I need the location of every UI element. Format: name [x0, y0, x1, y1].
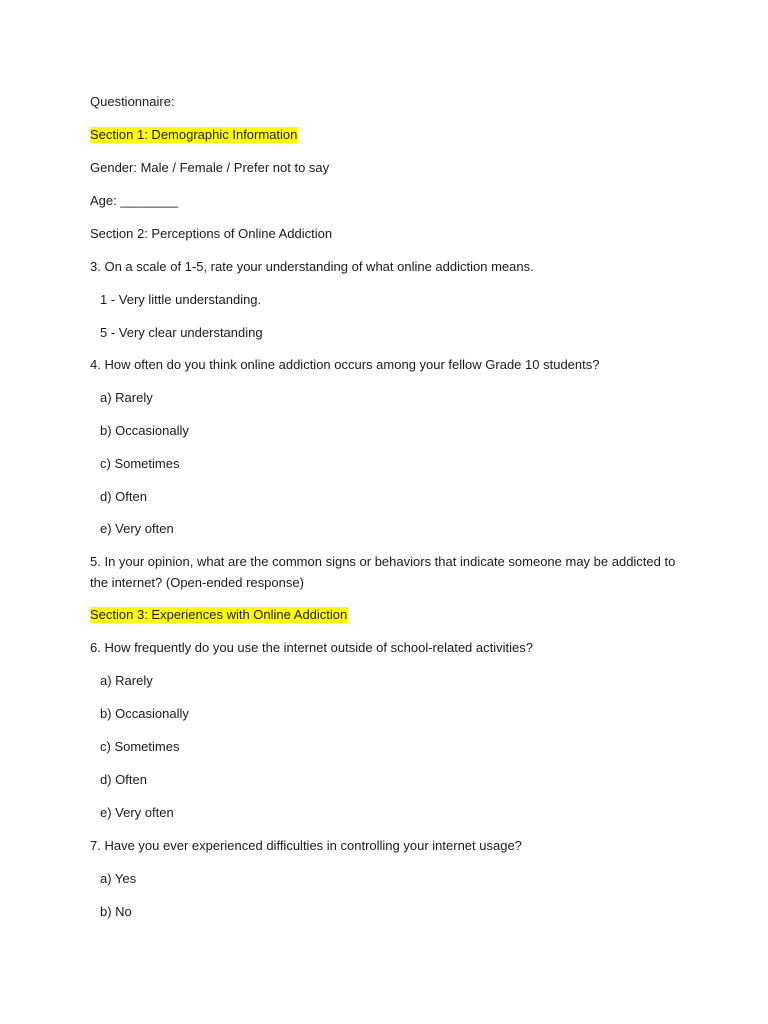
question-6-option: a) Rarely	[100, 673, 153, 688]
question-4-option: d) Often	[100, 489, 147, 504]
section-3-heading-text: Section 3: Experiences with Online Addiction	[90, 607, 348, 622]
question-6-option: c) Sometimes	[100, 739, 180, 754]
question-4: 4. How often do you think online addiction occurs among your fellow Grade 10 students?	[90, 357, 600, 372]
age-question: Age: ________	[90, 193, 179, 208]
question-7: 7. Have you ever experienced difficulties in controlling your internet usage?	[90, 838, 522, 853]
question-5: 5. In your opinion, what are the common signs or behaviors that indicate someone may be addicted to the internet? (Open-ended response)	[90, 554, 676, 590]
question-4-option: a) Rarely	[100, 390, 153, 405]
question-4-option: e) Very often	[100, 521, 174, 536]
section-1-heading-text: Section 1: Demographic Information	[90, 127, 298, 142]
section-1-heading	[90, 126, 298, 144]
section-2-heading: Section 2: Perceptions of Online Addiction	[90, 226, 333, 241]
question-3-option: 5 - Very clear understanding	[100, 325, 263, 340]
question-6: 6. How frequently do you use the internet outside of school-related activities?	[90, 640, 533, 655]
question-6-option: e) Very often	[100, 805, 174, 820]
question-3-option: 1 - Very little understanding.	[100, 292, 262, 307]
question-7-option: b) No	[100, 904, 132, 919]
section-3-heading	[90, 606, 348, 624]
question-4-option: c) Sometimes	[100, 456, 180, 471]
question-6-option: d) Often	[100, 772, 147, 787]
question-7-option: a) Yes	[100, 871, 137, 886]
question-4-option: b) Occasionally	[100, 423, 189, 438]
question-6-option: b) Occasionally	[100, 706, 189, 721]
gender-question: Gender: Male / Female / Prefer not to say	[90, 160, 330, 175]
document-title: Questionnaire:	[90, 94, 175, 109]
question-3: 3. On a scale of 1-5, rate your understanding of what online addiction means.	[90, 259, 534, 274]
